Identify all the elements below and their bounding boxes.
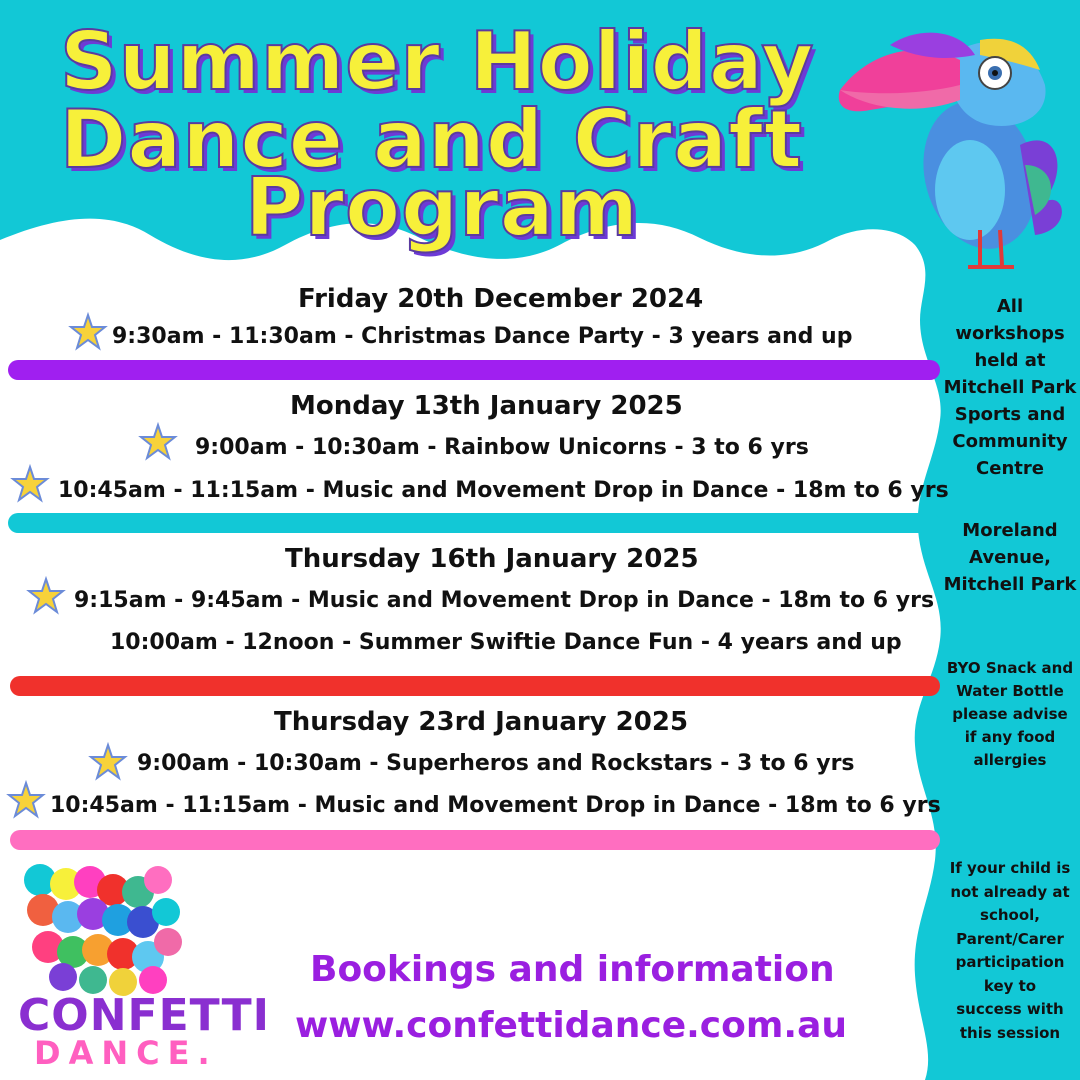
venue-info: All workshops held at Mitchell Park Sports and Community Centre <box>943 296 1077 479</box>
title-line-2: Dance and Craft <box>60 93 804 186</box>
session-item: 10:45am - 11:15am - Music and Movement Drop in Dance - 18m to 6 yrs <box>58 478 949 503</box>
title-line-3: Program <box>245 161 640 254</box>
star-icon <box>88 742 128 782</box>
star-icon <box>138 422 178 462</box>
title-line-1: Summer Holiday <box>60 15 815 108</box>
session-divider <box>10 676 940 696</box>
session-divider <box>10 830 940 850</box>
session-item: 9:00am - 10:30am - Superheros and Rockstars - 3 to 6 yrs <box>137 751 855 776</box>
session-item: 9:15am - 9:45am - Music and Movement Drop in Dance - 18m to 6 yrs <box>74 588 935 613</box>
logo-word-confetti: CONFETTI <box>18 990 271 1041</box>
session-item: 9:00am - 10:30am - Rainbow Unicorns - 3 to 6 yrs <box>195 435 809 460</box>
parent-info: If your child is not already at school, Parent/Carer participation key to success with this session <box>949 859 1071 1042</box>
venue-address: Moreland Avenue, Mitchell Park <box>943 520 1077 595</box>
session-date: Thursday 23rd January 2025 <box>274 707 689 737</box>
byo-info: BYO Snack and Water Bottle please advise if any food allergies <box>946 659 1074 769</box>
session-item: 10:45am - 11:15am - Music and Movement Drop in Dance - 18m to 6 yrs <box>50 793 941 818</box>
toucan-illustration <box>830 15 1080 275</box>
bookings-heading: Bookings and information <box>310 949 835 990</box>
confetti-dots-logo <box>18 862 188 997</box>
star-icon <box>26 576 66 616</box>
session-item: 10:00am - 12noon - Summer Swiftie Dance Fun - 4 years and up <box>110 630 902 655</box>
session-item: 9:30am - 11:30am - Christmas Dance Party - 3 years and up <box>112 324 853 349</box>
star-icon <box>6 780 46 820</box>
session-date: Monday 13th January 2025 <box>290 391 683 421</box>
session-divider <box>8 360 940 380</box>
session-date: Thursday 16th January 2025 <box>285 544 699 574</box>
session-date: Friday 20th December 2024 <box>298 284 704 314</box>
logo-word-dance: DANCE. <box>34 1034 218 1072</box>
website-link[interactable]: www.confettidance.com.au <box>295 1005 847 1046</box>
session-divider <box>8 513 940 533</box>
star-icon <box>68 312 108 352</box>
star-icon <box>10 464 50 504</box>
